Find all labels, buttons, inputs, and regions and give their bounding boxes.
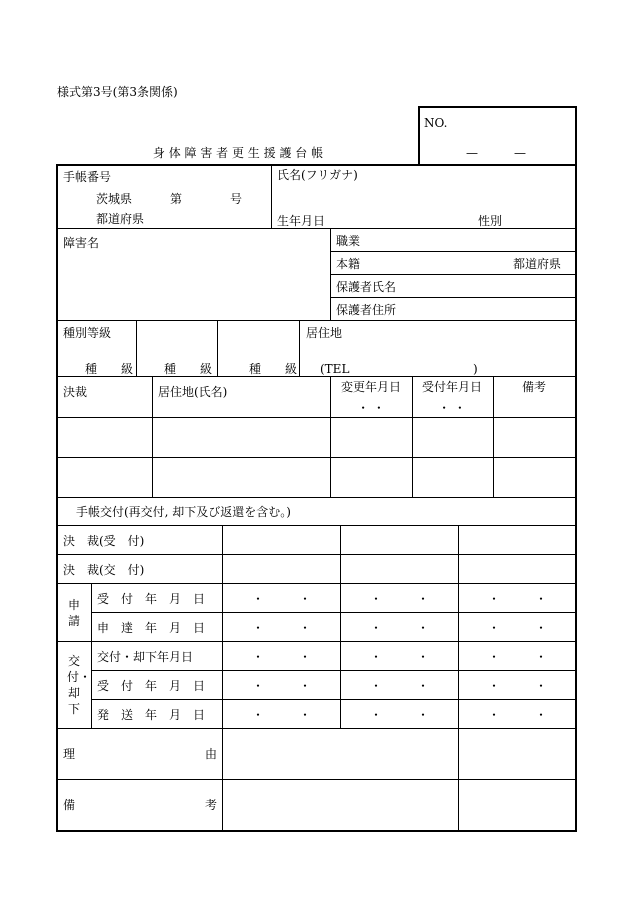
reason-label-b: 由 bbox=[205, 747, 218, 761]
dot: ・ bbox=[534, 650, 548, 664]
dai-label: 第 bbox=[170, 192, 183, 206]
dot: ・ bbox=[534, 679, 548, 693]
row-label: 交付・却下年月日 bbox=[97, 650, 194, 664]
dot: ・ bbox=[487, 679, 501, 693]
decision-label: 決裁 bbox=[63, 385, 88, 399]
reason-label-a: 理 bbox=[63, 747, 76, 761]
dot: ・ bbox=[487, 708, 501, 722]
dot: ・ bbox=[298, 650, 312, 664]
row-label: 受 付 年 月 日 bbox=[97, 592, 206, 606]
dot: ・ bbox=[251, 650, 265, 664]
change-date-label: 変更年月日 bbox=[340, 380, 402, 394]
dot: ・ bbox=[487, 621, 501, 635]
issue-group-label: 交付・却下 bbox=[67, 654, 92, 716]
sex-label: 性別 bbox=[478, 214, 503, 228]
techo-number-label: 手帳番号 bbox=[63, 170, 112, 184]
dot: ・ bbox=[251, 708, 265, 722]
name-label: 氏名(フリガナ) bbox=[277, 168, 358, 182]
dot: ・ bbox=[416, 650, 430, 664]
dot: ・ bbox=[487, 592, 501, 606]
birth-date-label: 生年月日 bbox=[277, 214, 326, 228]
row-label: 申 達 年 月 日 bbox=[97, 621, 206, 635]
no-dash: — bbox=[514, 146, 526, 160]
dot: ・ bbox=[534, 621, 548, 635]
date-dots: ・ ・ bbox=[357, 401, 385, 415]
residence-label: 居住地 bbox=[306, 326, 343, 340]
dot: ・ bbox=[487, 650, 501, 664]
occupation-label: 職業 bbox=[336, 234, 361, 248]
receipt-date-label: 受付年月日 bbox=[421, 380, 483, 394]
row-label: 受 付 年 月 日 bbox=[97, 679, 206, 693]
dot: ・ bbox=[416, 592, 430, 606]
decision-receipt-label: 決 裁(受 付) bbox=[63, 534, 145, 548]
domicile-pref-label: 都道府県 bbox=[513, 257, 562, 271]
dot: ・ bbox=[369, 708, 383, 722]
decision-issue-label: 決 裁(交 付) bbox=[63, 563, 145, 577]
dot: ・ bbox=[369, 650, 383, 664]
dot: ・ bbox=[251, 592, 265, 606]
dot: ・ bbox=[534, 708, 548, 722]
biko-label-b: 考 bbox=[205, 798, 218, 812]
dot: ・ bbox=[298, 621, 312, 635]
no-label: NO. bbox=[424, 116, 448, 130]
tel-close: ) bbox=[473, 362, 478, 376]
grade-label: 種別等級 bbox=[63, 326, 112, 340]
form-title: 身 体 障 害 者 更 生 援 護 台 帳 bbox=[152, 146, 324, 160]
domicile-label: 本籍 bbox=[336, 257, 361, 271]
row-label: 発 送 年 月 日 bbox=[97, 708, 206, 722]
dot: ・ bbox=[298, 592, 312, 606]
guardian-address-label: 保護者住所 bbox=[336, 303, 397, 317]
grade-cell: 種 級 bbox=[164, 362, 213, 376]
dot: ・ bbox=[369, 679, 383, 693]
disability-name-label: 障害名 bbox=[63, 236, 100, 250]
dot: ・ bbox=[369, 621, 383, 635]
issue-note: 手帳交付(再交付, 却下及び返還を含む。) bbox=[76, 505, 291, 519]
dot: ・ bbox=[416, 708, 430, 722]
guardian-name-label: 保護者氏名 bbox=[336, 280, 397, 294]
dot: ・ bbox=[298, 708, 312, 722]
form-number: 様式第3号(第3条関係) bbox=[57, 85, 178, 99]
no-dash: — bbox=[466, 146, 478, 160]
biko-label-a: 備 bbox=[63, 798, 76, 812]
grade-cell: 種 級 bbox=[85, 362, 134, 376]
dot: ・ bbox=[251, 621, 265, 635]
dot: ・ bbox=[251, 679, 265, 693]
dot: ・ bbox=[534, 592, 548, 606]
dot: ・ bbox=[369, 592, 383, 606]
dot: ・ bbox=[416, 621, 430, 635]
todofuken-label: 都道府県 bbox=[96, 212, 145, 226]
apply-group-label: 申請 bbox=[67, 598, 80, 628]
residence-name-label: 居住地(氏名) bbox=[158, 385, 228, 399]
remarks-label: 備考 bbox=[521, 380, 547, 394]
grade-cell: 種 級 bbox=[249, 362, 298, 376]
date-dots: ・ ・ bbox=[438, 401, 466, 415]
ibaraki-label: 茨城県 bbox=[96, 192, 133, 206]
go-label: 号 bbox=[230, 192, 243, 206]
tel-open: (TEL bbox=[320, 362, 350, 376]
dot: ・ bbox=[416, 679, 430, 693]
dot: ・ bbox=[298, 679, 312, 693]
